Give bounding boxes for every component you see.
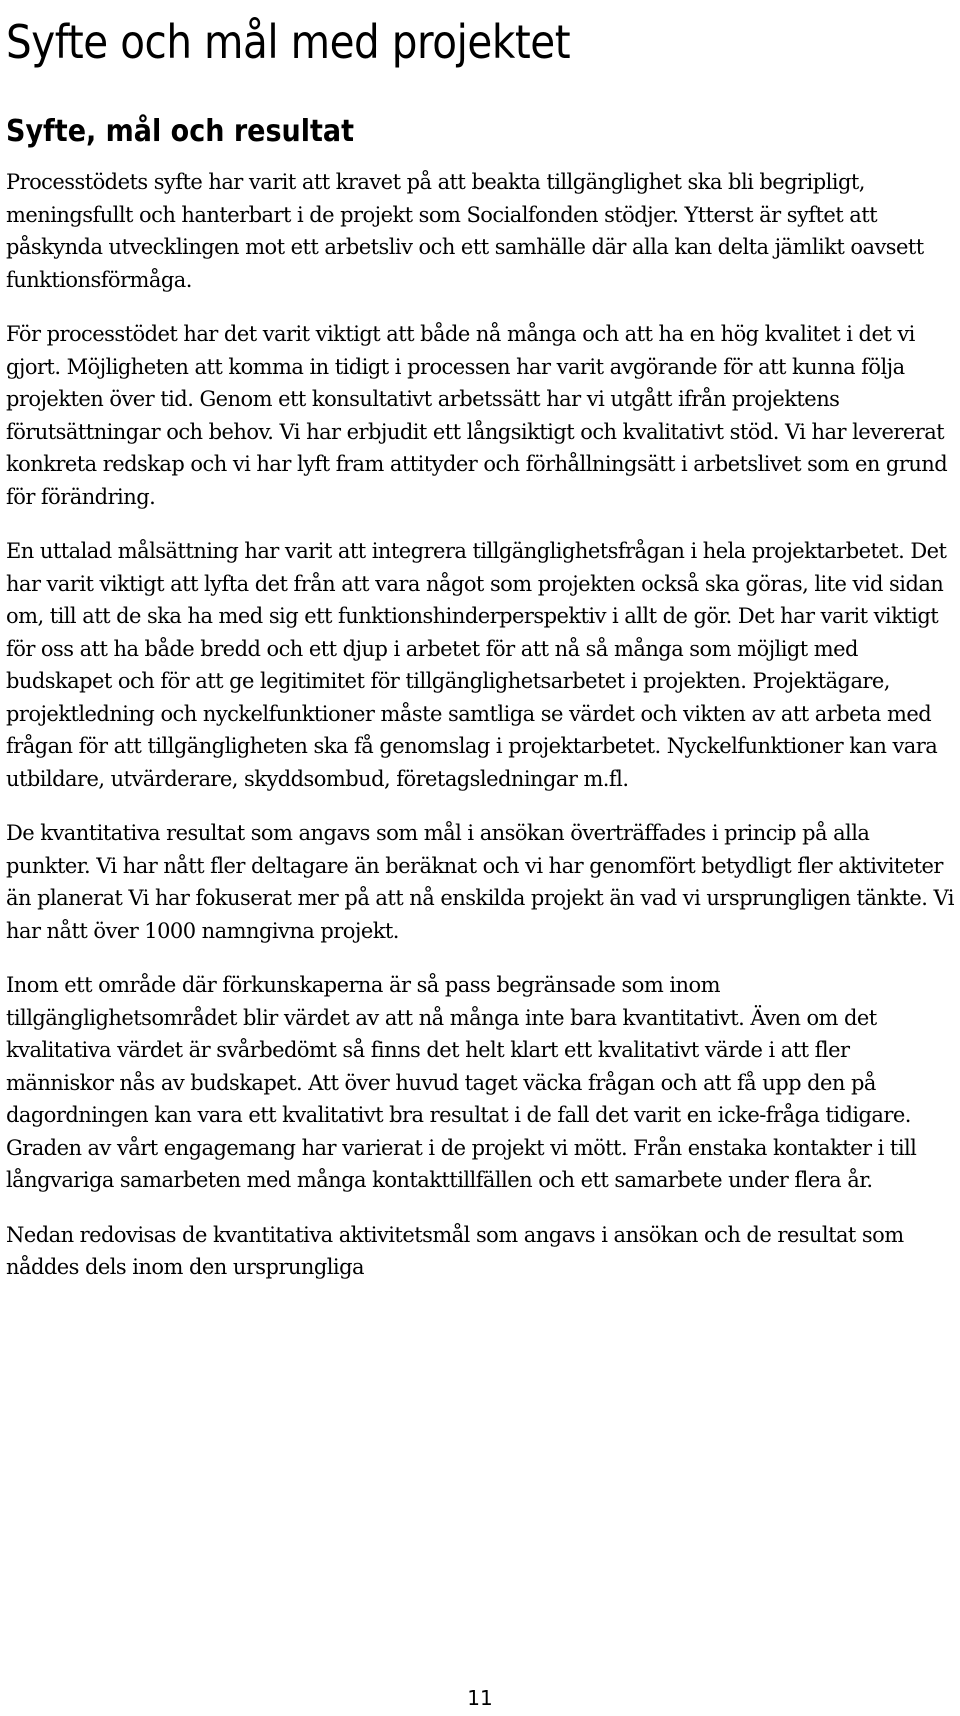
- paragraph: För processtödet har det varit viktigt att både nå många och att ha en hög kvalitet i det vi gjort. Möjligheten att komma in tidigt i processen har varit avgörande för att kunna följa projekten över tid. Genom ett konsultativt arbetssätt har vi utgått ifrån projektens förutsättningar och behov. Vi har erbjudit ett långsiktigt och kvalitativt stöd. Vi har levererat konkreta redskap och vi har lyft fram attityder och förhållningsätt i arbetslivet som en grund för förändring.: [6, 322, 948, 509]
- body-text: [6, 166, 954, 1284]
- page-number: 11: [467, 1686, 493, 1710]
- paragraph: En uttalad målsättning har varit att integrera tillgänglighetsfrågan i hela projektarbetet. Det har varit viktigt att lyfta det från att vara något som projekten också ska göras, lite vid sidan om, till att de ska ha med sig ett funktionshinderperspektiv i allt de gör. Det har varit viktigt för oss att ha både bredd och ett djup i arbetet för att nå så många som möjligt med budskapet och för att ge legitimitet för tillgänglighetsarbetet i projekten. Projektägare, projektledning och nyckelfunktioner måste samtliga se värdet och vikten av att arbeta med frågan för att tillgängligheten ska få genomslag i projektarbetet. Nyckelfunktioner kan vara utbildare, utvärderare, skyddsombud, företagsledningar m.fl.: [6, 539, 947, 791]
- paragraph: Inom ett område där förkunskaperna är så pass begränsade som inom tillgänglighetsområdet blir värdet av att nå många inte bara kvantitativt. Även om det kvalitativa värdet är svårbedömt så finns det helt klart ett kvalitativt värde i att fler människor nås av budskapet. Att över huvud taget väcka frågan och att få upp den på dagordningen kan vara ett kvalitativt bra resultat i de fall det varit en icke-fråga tidigare. Graden av vårt engagemang har varierat i de projekt vi mött. Från enstaka kontakter i till långvariga samarbeten med många kontakttillfällen och ett samarbete under flera år.: [6, 973, 917, 1192]
- paragraph: Nedan redovisas de kvantitativa aktivitetsmål som angavs i ansökan och de resultat som nåddes dels inom den ursprungliga: [6, 1222, 904, 1279]
- paragraph: De kvantitativa resultat som angavs som mål i ansökan överträffades i princip på alla punkter. Vi har nått fler deltagare än beräknat och vi har genomfört betydligt fler aktiviteter än planerat Vi har fokuserat mer på att nå enskilda projekt än vad vi ursprungligen tänkte. Vi har nått över 1000 namngivna projekt.: [6, 821, 954, 943]
- section-title: Syfte, mål och resultat: [6, 114, 355, 149]
- document-page: [6, 0, 954, 1306]
- chapter-title: Syfte och mål med projektet: [6, 15, 571, 69]
- paragraph: Processtödets syfte har varit att kravet på att beakta tillgänglighet ska bli begripligt, meningsfullt och hanterbart i de projekt som Socialfonden stödjer. Ytterst är syftet att påskynda utvecklingen mot ett arbetsliv och ett samhälle där alla kan delta jämlikt oavsett funktionsförmåga.: [6, 170, 924, 292]
